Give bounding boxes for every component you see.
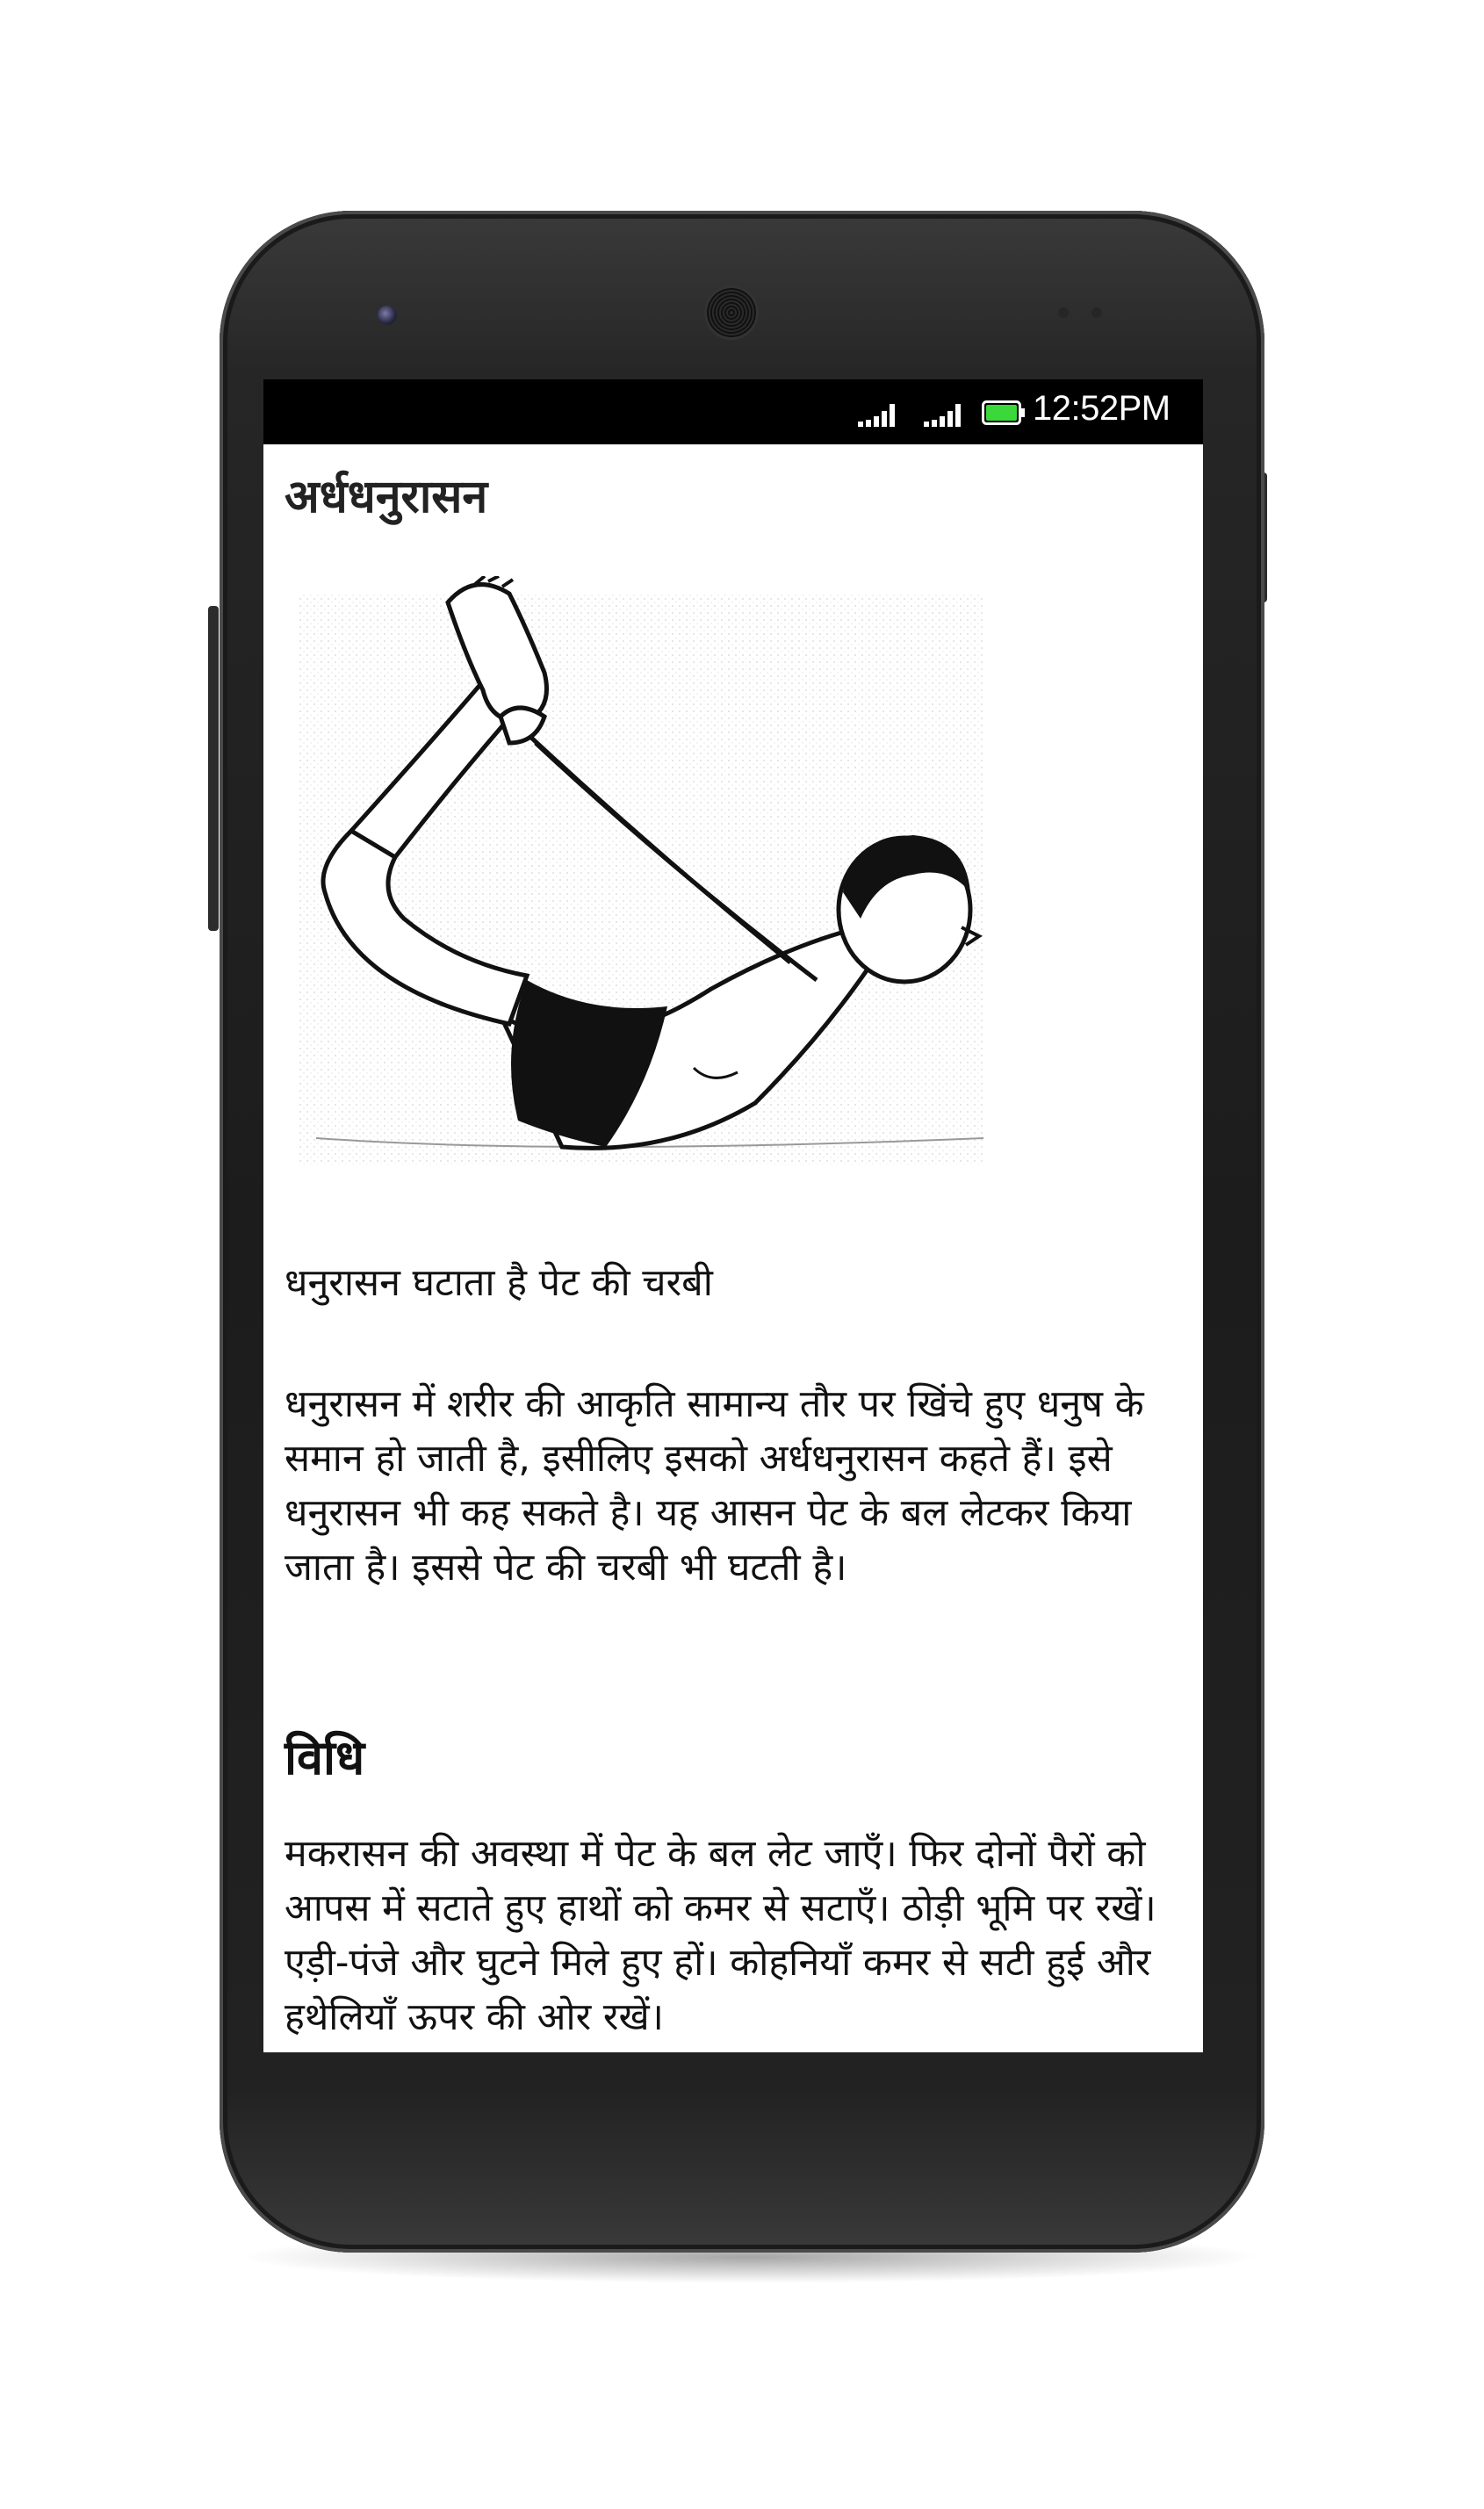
proximity-sensor [1058,307,1069,318]
signal-bars-icon [922,397,975,427]
status-bar [263,379,1203,444]
method-paragraph: मकरासन की अवस्था में पेट के बल लेट जाएँ। फिर दोनों पैरों को आपस में सटाते हुए हाथों को कमर से सटाएँ। ठोड़ी भूमि पर रखें। एड़ी-पंजे और घुटने मिले हुए हों। कोहनियाँ कमर से सटी हुई और हथेलियाँ ऊपर की ओर रखें। [285,1832,1156,2039]
clock: 12:52PM [1033,389,1171,428]
speaker-grille-icon [707,288,756,337]
intro-paragraph: धनुरासन में शरीर की आकृति सामान्य तौर पर खिंचे हुए धनुष के समान हो जाती है, इसीलिए इसको अर्धधनुरासन कहते हैं। इसे धनुरासन भी कह सकते है। यह आसन पेट के बल लेटकर किया जाता है। इससे पेट की चरबी भी घटती है। [285,1382,1144,1590]
battery-level [986,405,1017,421]
signal-bars-icon [856,397,909,427]
article-content[interactable] [263,444,1203,2052]
subtitle-text: धनुरासन घटाता है पेट की चरबी [285,1261,713,1305]
method-heading: विधि [285,1730,365,1785]
yoga-pose-illustration [299,576,992,1164]
front-camera-icon [378,306,397,325]
page-title: अर्धधनुरासन [285,471,488,523]
light-sensor [1091,307,1102,318]
volume-button [208,606,219,931]
phone-screen [263,379,1203,2052]
battery-icon [982,400,1026,425]
